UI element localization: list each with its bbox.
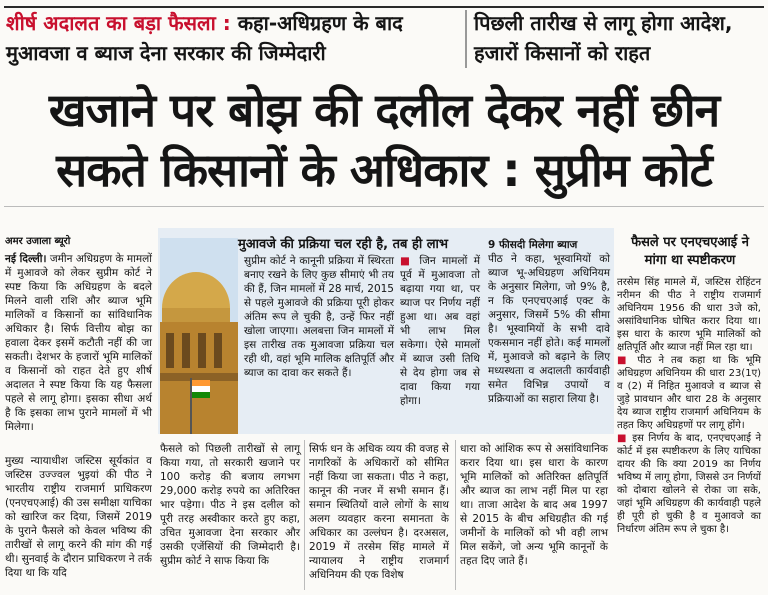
- column-separator: [304, 440, 305, 590]
- dateline: नई दिल्ली।: [5, 253, 47, 265]
- supreme-court-image: [160, 238, 238, 434]
- kicker-right: पिछली तारीख से लागू होगा आदेश, हजारों किसानों को राहत: [474, 11, 733, 65]
- byline: अमर उजाला ब्यूरो: [5, 236, 71, 247]
- box-column-3-text: पीठ ने कहा, भूस्वामियों को ब्याज भू-अधिग्रहण अधिनियम के अनुसार मिलेगा, जो 9% है, न कि एनएचएआई एक्ट के अनुसार, जिसमें 5% की सीमा है। भूस्वामियों के सभी दावे एकसमान नहीं होते। कई मामलों में, मुआवजे को बढ़ाने के लिए मध्यस्थता व अदालती कार्यवाही समेत विभिन्न उपायों व प्रक्रियाओं का सहारा लिया है।: [488, 253, 610, 405]
- headline-rule: [4, 206, 764, 207]
- kicker-red: शीर्ष अदालत का बड़ा फैसला :: [6, 11, 231, 35]
- box-column-3: [488, 238, 610, 406]
- column-3: सिर्फ धन के अधिक व्यय की वजह से नागरिकों के अधिकारों को सीमित नहीं किया जा सकता। पीठ ने कहा, कानून की नजर में सभी समान हैं। समान स्थितियों वाले लोगों के साथ अलग व्यवहार करना समानता के अधिकार का उल्लंघन है। दरअसल, 2019 में तरसेम सिंह मामले में न्यायालय ने राष्ट्रीय राजमार्ग अधिनियम की एक विशेष: [309, 443, 449, 581]
- headline-line-1: खजाने पर बोझ की दलील देकर नहीं छीन: [48, 83, 720, 137]
- bullet-icon: ■: [400, 255, 420, 267]
- column-1-text: जमीन अधिग्रहण के मामलों में मुआवजे को लेकर सुप्रीम कोर्ट ने स्पष्ट किया कि अधिग्रहण के बदले मिलने वाली राशि और ब्याज भूमि मालिकों व किसानों का सांविधानिक अधिकार है। सिर्फ वित्तीय बोझ का हवाला देकर इसमें कटौती नहीं की जा सकती। देशभर के हजारों भूमि मालिकों व किसानों को राहत देते हुए शीर्ष अदालत ने स्पष्ट किया कि यह फैसला पहले से लागू होगा। इसका सीधा अर्थ है कि इसका लाभ पुराने मामलों में भी मिलेगा।: [5, 253, 152, 433]
- column-2: फैसले को पिछली तारीखों से लागू किया गया, तो सरकारी खजाने पर 100 करोड़ की बजाय लगभग 29,000 करोड़ रुपये का अतिरिक्त भार पड़ेगा। पीठ ने इस दलील को पूरी तरह अस्वीकार करते हुए कहा, उचित मुआवजा देना सरकार और उसकी एजेंसियों की जिम्मेदारी है। सुप्रीम कोर्ट ने साफ किया कि: [160, 443, 300, 567]
- headline-line-2: सकते किसानों के अधिकार : सुप्रीम कोर्ट: [56, 143, 712, 197]
- box-subheading: 9 फीसदी मिलेगा ब्याज: [488, 239, 578, 251]
- sidebar-text: [617, 276, 761, 536]
- column-1-bottom: मुख्य न्यायाधीश जस्टिस सूर्यकांत व जस्टिस उज्ज्वल भुइयां की पीठ ने भारतीय राष्ट्रीय राजमार्ग प्राधिकरण (एनएचएआई) की उस समीक्षा याचिका को खारिज कर दिया, जिसमें 2019 के पुराने फैसले को केवल भविष्य की तारीखों से लागू करने की मांग की गई थी। सुनवाई के दौरान प्राधिकरण ने तर्क दिया था कि यदि: [5, 455, 152, 579]
- column-4: धारा को आंशिक रूप से असांविधानिक करार दिया था। इस धारा के कारण भूमि मालिकों को अतिरिक्त क्षतिपूर्ति और ब्याज का लाभ नहीं मिल पा रहा था। ताजा आदेश के बाद अब 1997 से 2015 के बीच अधिग्रहीत की गई जमीनों के मालिकों को भी वही लाभ मिल सकेंगे, जो अन्य भूमि कानूनों के तहत दिए जाते हैं।: [460, 443, 608, 567]
- sidebar-p3: ■ इस निर्णय के बाद, एनएचएआई ने कोर्ट में इस स्पष्टीकरण के लिए याचिका दायर की कि क्या 2019 का निर्णय भविष्य में लागू होगा, जिससे उन निर्णयों को दोबारा खोलने से रोका जा सके, जहां भूमि अधिग्रहण की कार्यवाही पहले ही पूरी हो चुकी है व मुआवजे का निर्धारण अंतिम रूप ले चुका है।: [617, 433, 761, 535]
- sidebar-p2: ■ पीठ ने तब कहा था कि भूमि अधिग्रहण अधिनियम की धारा 23(1ए) व (2) में निहित मुआवजे व ब्याज से जुड़े प्रावधान और धारा 28 के अनुसार देय ब्याज राष्ट्रीय राजमार्ग अधिनियम के तहत किए अधिग्रहणों पर लागू होंगे।: [617, 355, 761, 431]
- column-1-top: [5, 252, 152, 434]
- box-column-2: ■ जिन मामलों में पूर्व में मुआवजा तो बढ़ाया गया था, पर ब्याज पर निर्णय नहीं हुआ था। अब वहां भी लाभ मिल सकेगा। ऐसे मामलों में ब्याज उसी तिथि से देय होगा जब से दावा किया गया होगा।: [400, 255, 480, 407]
- box-title: मुआवजे की प्रक्रिया चल रही है, तब ही लाभ: [238, 237, 449, 252]
- kicker-divider: [465, 10, 467, 68]
- sidebar-title: फैसले पर एनएचएआई ने मांगा था स्पष्टीकरण: [631, 235, 749, 268]
- column-separator: [455, 440, 456, 590]
- sidebar-p1: तरसेम सिंह मामले में, जस्टिस रोहिंटन नरीमन की पीठ ने राष्ट्रीय राजमार्ग अधिनियम 1956 की धारा 3जे को, असांविधानिक घोषित करार दिया था। इस धारा के कारण भूमि मालिकों को क्षतिपूर्ति और ब्याज नहीं मिल रहा था।: [617, 277, 761, 353]
- kicker-left: [6, 8, 462, 68]
- bullet-icon: ■: [617, 433, 633, 444]
- kicker-black: कहा-अधिग्रहण के बाद मुआवजा व ब्याज देना सरकार की जिम्मेदारी: [6, 11, 403, 65]
- main-headline: [0, 80, 768, 200]
- box-column-1: सुप्रीम कोर्ट ने कानूनी प्रक्रिया में स्थिरता बनाए रखने के लिए कुछ सीमाएं भी तय की हैं, जिन मामलों में 28 मार्च, 2015 से पहले मुआवजे की प्रक्रिया पूरी होकर अंतिम रूप ले चुकी है, उन्हें फिर नहीं खोला जाएगा। अलबत्ता जिन मामलों में इस तारीख तक मुआवजा प्रक्रिया चल रही थी, वहां भूमि मालिक क्षतिपूर्ति और ब्याज का दावा कर सकते हैं।: [244, 255, 394, 379]
- bullet-icon: ■: [617, 355, 638, 366]
